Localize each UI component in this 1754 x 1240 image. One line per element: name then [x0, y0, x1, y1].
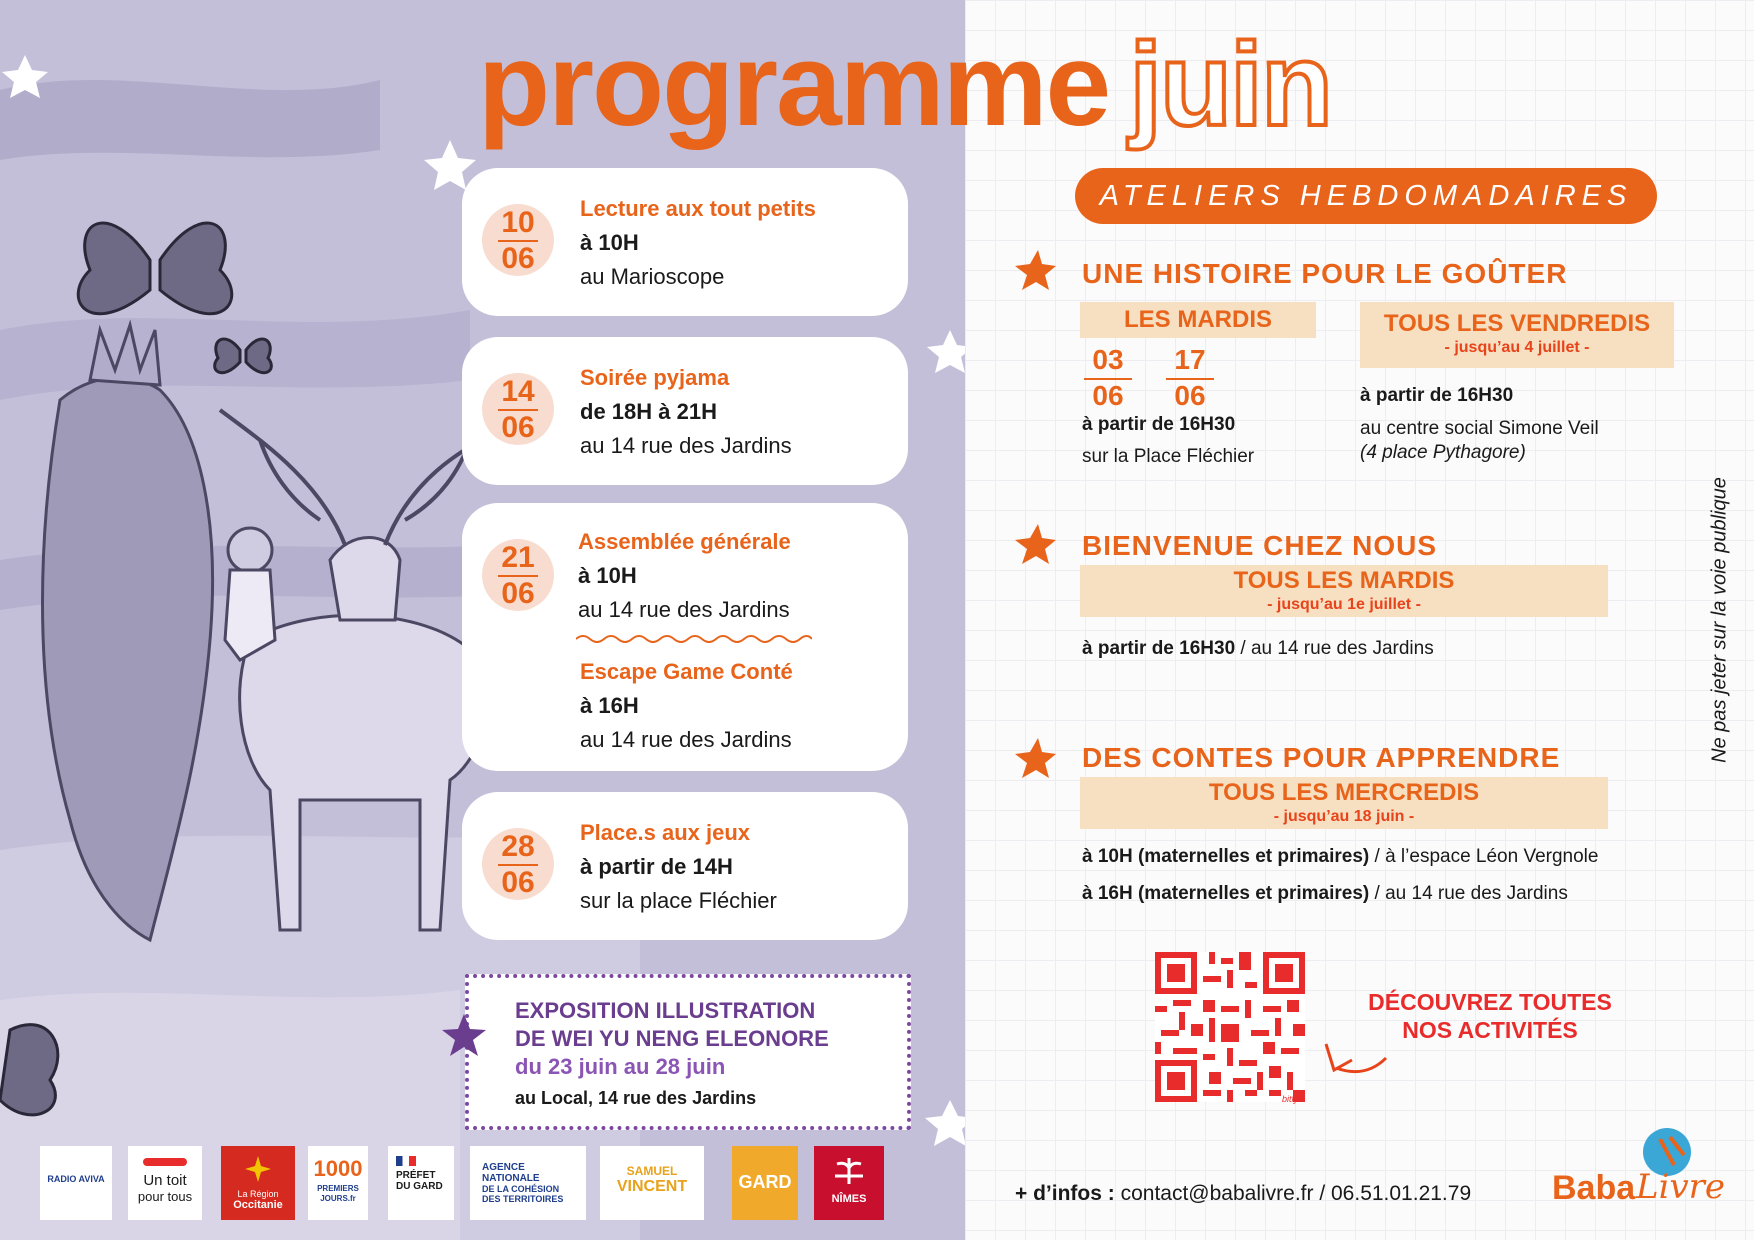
event-card-2	[462, 337, 908, 485]
date-month: 06	[498, 240, 538, 276]
vertical-note: Ne pas jeter sur la voie publique	[1708, 477, 1731, 763]
sponsor-logo-samuel-vincent: SAMUEL VINCENT	[600, 1146, 704, 1220]
contact-link[interactable]: contact@babalivre.fr / 06.51.01.21.79	[1114, 1182, 1472, 1205]
event-time: à 10H	[578, 563, 637, 588]
date-badge	[482, 828, 554, 900]
date-month: 06	[498, 575, 538, 611]
sponsor-logo-prefet-du-gard: PRÉFET DU GARD	[388, 1146, 454, 1220]
date-day: 21	[501, 541, 535, 574]
sponsor-logo-1000-premiers-jours: 1000 PREMIERS JOURS.fr	[308, 1146, 368, 1220]
palm-crocodile-icon	[831, 1154, 867, 1188]
expo-dates: du 23 juin au 28 juin	[515, 1054, 726, 1079]
event-title: Place.s aux jeux	[580, 820, 750, 845]
vendredis-address: (4 place Pythagore)	[1360, 442, 1526, 463]
babalivre-logo	[1550, 1125, 1726, 1215]
sponsor-logo-radio-aviva: RADIO AVIVA	[40, 1146, 112, 1220]
orange-star-icon	[1012, 248, 1058, 294]
event-place: au 14 rue des Jardins	[578, 597, 790, 622]
event-time: à partir de 14H	[580, 854, 733, 879]
occitan-cross-icon	[243, 1154, 273, 1184]
mardis-place: sur la Place Fléchier	[1082, 446, 1255, 467]
expo-title-line1: EXPOSITION ILLUSTRATION	[515, 998, 816, 1023]
contact-info: + d’infos : contact@babalivre.fr / 06.51.01.21.79	[1015, 1182, 1472, 1205]
expo-box	[465, 974, 911, 1130]
orange-star-icon	[1012, 736, 1058, 782]
sponsor-logo-region-occitanie: La Région Occitanie	[221, 1146, 295, 1220]
date-month: 06	[498, 864, 538, 900]
orange-star-icon	[1012, 522, 1058, 568]
date-day: 14	[501, 375, 535, 408]
sponsor-logo-nimes: NÎMES	[814, 1146, 884, 1220]
date-badge	[482, 539, 554, 611]
qr-caption: bitly	[1282, 1094, 1299, 1104]
brand-baba: Baba	[1552, 1169, 1636, 1207]
date-badge	[482, 204, 554, 276]
date-badge	[482, 373, 554, 445]
sponsor-logo-un-toit-pour-tous: Un toit pour tous	[128, 1146, 202, 1220]
event-time-2: à 16H	[580, 693, 639, 718]
title-word-programme: programme	[478, 19, 1110, 151]
label-tous-les-mercredis: TOUS LES MERCREDIS - jusqu’au 18 juin -	[1080, 777, 1608, 829]
sponsor-logo-agence-cohesion-territoires: AGENCE NATIONALE DE LA COHÉSION DES TERRITOIRES	[470, 1146, 586, 1220]
mardis-time: à partir de 16H30	[1082, 414, 1236, 435]
date-month: 06	[498, 409, 538, 445]
contes-line-1: à 10H (maternelles et primaires) / à l’espace Léon Vergnole	[1082, 846, 1599, 867]
discover-activities[interactable]: DÉCOUVREZ TOUTES NOS ACTIVITÉS	[1368, 989, 1612, 1043]
purple-star-icon	[440, 1012, 488, 1060]
vendredis-time: à partir de 16H30	[1360, 385, 1514, 406]
vendredis-place: au centre social Simone Veil	[1360, 418, 1599, 439]
wavy-divider	[576, 633, 812, 645]
event-title-2: Escape Game Conté	[580, 659, 793, 684]
date-0306: 03 06	[1084, 344, 1132, 412]
page-title	[478, 10, 1331, 160]
qr-code[interactable]	[1155, 952, 1305, 1102]
date-1706: 17 06	[1166, 344, 1214, 412]
bienvenue-details: à partir de 16H30 / au 14 rue des Jardins	[1082, 638, 1434, 659]
event-place: au Marioscope	[580, 264, 725, 289]
expo-place: au Local, 14 rue des Jardins	[515, 1088, 757, 1108]
label-tous-les-mardis: TOUS LES MARDIS - jusqu’au 1e juillet -	[1080, 565, 1608, 617]
date-day: 10	[501, 206, 535, 239]
section-title-bienvenue: BIENVENUE CHEZ NOUS	[1082, 530, 1438, 561]
event-card-1	[462, 168, 908, 316]
ateliers-header: ATELIERS HEBDOMADAIRES	[1075, 168, 1657, 224]
event-title: Lecture aux tout petits	[580, 196, 816, 221]
event-card-3	[462, 503, 908, 771]
event-place-2: au 14 rue des Jardins	[580, 727, 792, 752]
date-day: 28	[501, 830, 535, 863]
event-time: de 18H à 21H	[580, 399, 717, 424]
event-time: à 10H	[580, 230, 639, 255]
event-card-4	[462, 792, 908, 940]
label-les-mardis: LES MARDIS	[1080, 302, 1316, 338]
event-title: Soirée pyjama	[580, 365, 730, 390]
expo-title-line2: DE WEI YU NENG ELEONORE	[515, 1026, 829, 1051]
event-place: au 14 rue des Jardins	[580, 433, 792, 458]
brand-livre: Livre	[1636, 1167, 1726, 1207]
sponsor-logo-gard: GARD	[732, 1146, 798, 1220]
event-place: sur la place Fléchier	[580, 888, 777, 913]
section-title-histoire: UNE HISTOIRE POUR LE GOÛTER	[1082, 258, 1568, 289]
section-title-contes: DES CONTES POUR APPRENDRE	[1082, 742, 1561, 773]
contes-line-2: à 16H (maternelles et primaires) / au 14 rue des Jardins	[1082, 883, 1568, 904]
label-tous-les-vendredis: TOUS LES VENDREDIS - jusqu’au 4 juillet -	[1360, 302, 1674, 368]
event-title: Assemblée générale	[578, 529, 791, 554]
title-word-juin: juin	[1129, 19, 1331, 151]
